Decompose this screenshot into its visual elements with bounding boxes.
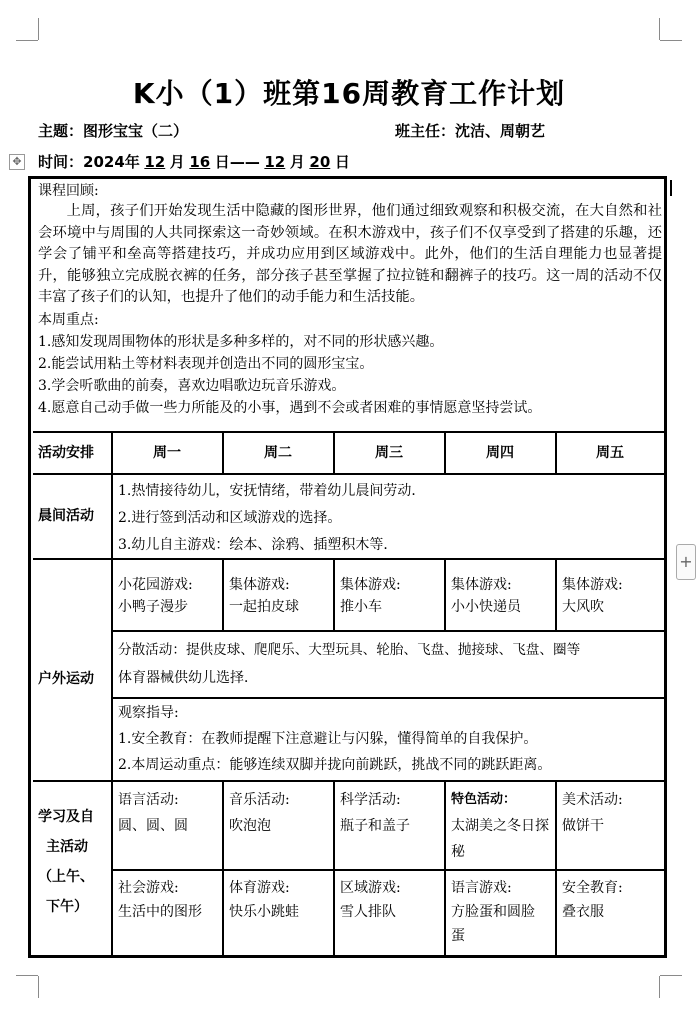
activity-type: 体育游戏: xyxy=(229,880,290,896)
crop-mark xyxy=(38,18,39,40)
game-name: 大风吹 xyxy=(562,599,604,615)
activity-type: 语言活动: xyxy=(118,792,179,808)
scatter-line: 体育器械供幼儿选择． xyxy=(118,670,258,686)
text-cursor xyxy=(670,180,672,196)
time-month-end: 12 xyxy=(264,153,286,171)
time-month-unit-2: 月 xyxy=(289,153,305,171)
crop-mark xyxy=(16,40,38,41)
game-type: 集体游戏: xyxy=(340,577,401,593)
learning-mon-2 xyxy=(118,876,222,924)
plus-icon[interactable]: + xyxy=(676,544,696,580)
activity-name: 雪人排队 xyxy=(340,904,396,920)
game-type: 小花园游戏: xyxy=(118,577,193,593)
activity-name: 生活中的图形 xyxy=(118,904,202,920)
divider xyxy=(333,780,335,955)
time-day-end: 20 xyxy=(309,153,331,171)
divider xyxy=(444,558,446,631)
scatter-activities xyxy=(118,636,662,692)
divider xyxy=(33,473,664,475)
teacher-value: 沈洁、周朝艺 xyxy=(455,122,546,140)
activity-name: 圆、圆、圆 xyxy=(118,818,188,834)
outdoor-game-mon xyxy=(118,574,220,618)
learning-fri-2 xyxy=(562,876,662,924)
outdoor-game-tue xyxy=(229,574,331,618)
review-heading: 课程回顾: xyxy=(38,183,99,199)
learning-label-line: （上午、 xyxy=(38,869,94,885)
crop-mark xyxy=(660,975,682,976)
activity-name: 快乐小跳蛙 xyxy=(229,904,299,920)
teacher-label: 班主任： xyxy=(395,122,456,140)
review-body: 上周，孩子们开始发现生活中隐藏的图形世界，他们通过细致观察和积极交流，在大自然和社会环境中与周围的人共同探索这一奇妙领域。在积木游戏中，孩子们不仅享受到了搭建的乐趣，还学会了铺平和垒高等搭建技巧，并成功应用到区域游戏中。此外，他们的生活自理能力也显著提升，能够独立完成脱衣裤的任务，部分孩子甚至掌握了拉拉链和翻裤子的技巧。这一周的活动不仅丰富了孩子们的认知，也提升了他们的动手能力和生活技能。 xyxy=(38,203,662,305)
activity-type: 区域游戏: xyxy=(340,880,401,896)
time-label: 时间： xyxy=(38,153,84,171)
time-year-unit: 年 xyxy=(124,153,140,171)
page-title: K小（1）班第16周教育工作计划 xyxy=(132,77,566,110)
activity-name: 做饼干 xyxy=(562,818,604,834)
morning-line: 2.进行签到活动和区域游戏的选择。 xyxy=(118,510,342,526)
time-dash: —— xyxy=(229,153,260,171)
time-year: 2024 xyxy=(83,153,125,171)
time-month-start: 12 xyxy=(144,153,166,171)
divider xyxy=(444,780,446,955)
time-day-unit-2: 日 xyxy=(334,153,350,171)
morning-line: 1.热情接待幼儿，安抚情绪，带着幼儿晨间劳动． xyxy=(118,483,426,499)
divider xyxy=(555,780,557,955)
morning-activities xyxy=(118,478,658,559)
focus-item: 1.感知发现周围物体的形状是多种多样的，对不同的形状感兴趣。 xyxy=(38,333,444,350)
learning-fri-1 xyxy=(562,787,662,839)
divider xyxy=(222,780,224,955)
theme-value: 图形宝宝（二） xyxy=(83,122,189,140)
review-section xyxy=(38,181,662,431)
outdoor-game-thu xyxy=(451,574,553,618)
learning-tue-2 xyxy=(229,876,331,924)
learning-mon-1 xyxy=(118,787,220,839)
divider xyxy=(33,780,664,782)
activity-type: 音乐活动: xyxy=(229,792,290,808)
observation-guide xyxy=(118,701,662,778)
game-name: 推小车 xyxy=(340,599,382,615)
outdoor-label: 户外运动 xyxy=(38,671,94,687)
outdoor-game-wed xyxy=(340,574,442,618)
learning-label-line: 下午） xyxy=(46,899,88,915)
activity-name: 叠衣服 xyxy=(562,904,604,920)
activity-type: 美术活动: xyxy=(562,792,623,808)
focus-item: 2.能尝试用粘土等材料表现并创造出不同的圆形宝宝。 xyxy=(38,355,374,372)
crop-mark xyxy=(16,975,38,976)
teacher-line xyxy=(395,120,545,141)
day-header: 周三 xyxy=(375,445,403,461)
time-line xyxy=(38,151,350,172)
day-header: 周一 xyxy=(153,445,181,461)
learning-label-line: 学习及自 xyxy=(38,809,94,825)
crop-mark xyxy=(659,976,660,998)
learning-wed-1 xyxy=(340,787,442,839)
divider xyxy=(333,558,335,631)
activity-name: 太湖美之冬日探秘 xyxy=(451,818,549,860)
activity-name: 瓶子和盖子 xyxy=(340,818,410,834)
crop-mark xyxy=(659,18,660,40)
guide-heading: 观察指导: xyxy=(118,705,179,721)
learning-label xyxy=(38,802,110,922)
divider xyxy=(33,431,664,433)
activity-type: 特色活动： xyxy=(451,792,517,807)
activity-type: 语言游戏: xyxy=(451,880,512,896)
morning-line: 3.幼儿自主游戏：绘本、涂鸦、插塑积木等． xyxy=(118,537,398,553)
activity-name: 方脸蛋和圆脸蛋 xyxy=(451,904,535,944)
divider xyxy=(112,697,664,699)
guide-line: 1.安全教育：在教师提醒下注意避让与闪躲，懂得简单的自我保护。 xyxy=(118,731,538,747)
divider xyxy=(555,558,557,631)
game-name: 小小快递员 xyxy=(451,599,521,615)
divider xyxy=(111,431,113,955)
learning-thu-1 xyxy=(451,787,551,865)
focus-item: 4.愿意自己动手做一些力所能及的小事，遇到不会或者困难的事情愿意坚持尝试。 xyxy=(38,399,542,416)
game-type: 集体游戏: xyxy=(229,577,290,593)
activity-type: 社会游戏: xyxy=(118,880,179,896)
learning-tue-1 xyxy=(229,787,331,839)
game-type: 集体游戏: xyxy=(451,577,512,593)
day-header: 周五 xyxy=(596,445,624,461)
game-name: 一起拍皮球 xyxy=(229,599,299,615)
day-header: 周二 xyxy=(264,445,292,461)
move-handle-icon[interactable]: ✥ xyxy=(9,154,25,170)
activity-header-label: 活动安排 xyxy=(38,445,94,461)
focus-item: 3.学会听歌曲的前奏，喜欢边唱歌边玩音乐游戏。 xyxy=(38,377,346,394)
learning-label-line: 主活动 xyxy=(46,839,88,855)
game-name: 小鸭子漫步 xyxy=(118,599,188,615)
scatter-line: 分散活动：提供皮球、爬爬乐、大型玩具、轮胎、飞盘、抛接球、飞盘、圈等 xyxy=(118,642,581,658)
guide-line: 2.本周运动重点：能够连续双脚并拢向前跳跃，挑战不同的跳跃距离。 xyxy=(118,757,552,773)
time-day-start: 16 xyxy=(189,153,211,171)
activity-type: 科学活动: xyxy=(340,792,401,808)
divider xyxy=(112,869,664,871)
morning-label: 晨间活动 xyxy=(38,508,94,524)
divider xyxy=(222,558,224,631)
game-type: 集体游戏: xyxy=(562,577,623,593)
learning-thu-2 xyxy=(451,876,537,948)
theme-label: 主题： xyxy=(38,122,84,140)
outdoor-game-fri xyxy=(562,574,662,618)
divider xyxy=(112,630,664,632)
crop-mark xyxy=(38,976,39,998)
focus-heading: 本周重点: xyxy=(38,311,99,328)
theme-line xyxy=(38,120,188,141)
time-month-unit: 月 xyxy=(169,153,185,171)
activity-type: 安全教育: xyxy=(562,880,623,896)
learning-wed-2 xyxy=(340,876,442,924)
crop-mark xyxy=(660,40,682,41)
activity-name: 吹泡泡 xyxy=(229,818,271,834)
time-day-unit: 日 xyxy=(214,153,230,171)
day-header: 周四 xyxy=(486,445,514,461)
